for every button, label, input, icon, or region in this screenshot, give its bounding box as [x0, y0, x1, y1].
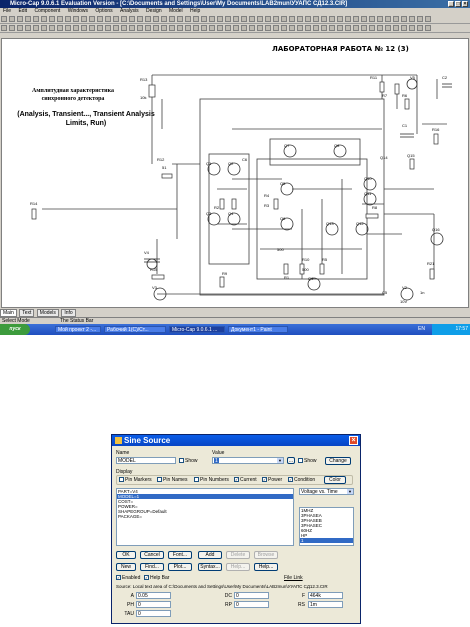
plot-button[interactable]: Plot... [168, 563, 192, 571]
toolbar-tool-icon[interactable] [153, 16, 159, 22]
description-russian [10, 87, 136, 103]
plot-type-combo[interactable]: Voltage vs. Time ▼ [299, 488, 354, 495]
attribute-item[interactable]: PACKAGE= [118, 514, 143, 519]
toolbar-tool-icon[interactable] [241, 25, 247, 31]
component-label: Q16 [432, 227, 440, 232]
toolbar-tool-icon[interactable] [273, 25, 279, 31]
name-show-checkbox[interactable]: Show [179, 458, 198, 464]
component-label: R13 [140, 77, 148, 82]
find-button[interactable]: Find... [140, 563, 164, 571]
component-label: Q15 [407, 153, 415, 158]
toolbar-tool-icon[interactable] [193, 16, 199, 22]
toolbar-tool-icon[interactable] [249, 25, 255, 31]
toolbar-tool-icon[interactable] [73, 16, 79, 22]
toolbar-tool-icon[interactable] [73, 25, 79, 31]
toolbar-tool-icon[interactable] [313, 16, 319, 22]
component-label: Q9 [308, 276, 314, 281]
menu-model[interactable]: Model [169, 8, 183, 14]
source-icon [115, 437, 122, 444]
toolbar-tool-icon[interactable] [97, 16, 103, 22]
model-item[interactable]: 60HZ [301, 528, 313, 533]
param-a-label: A [130, 593, 134, 599]
description-line-4: Limits, Run) [65, 120, 107, 127]
toolbar-tool-icon[interactable] [281, 16, 287, 22]
tab-models[interactable]: Models [37, 309, 59, 317]
toolbar-tool-icon[interactable] [297, 16, 303, 22]
component-label: 10k [140, 95, 147, 100]
toolbar-tool-icon[interactable] [161, 16, 167, 22]
syntax-button[interactable]: Syntax... [198, 563, 222, 571]
enabled-checkbox[interactable]: ✓ Enabled [117, 575, 141, 581]
component-label: Q13 [326, 221, 334, 226]
param-ph-field[interactable]: 0 [136, 601, 171, 608]
component-label: 51 [162, 165, 167, 170]
param-tau-field[interactable]: 0 [136, 610, 171, 617]
toolbar-tool-icon[interactable] [209, 16, 215, 22]
value-show-checkbox[interactable]: Show [298, 458, 317, 464]
menu-windows[interactable]: Windows [67, 8, 89, 14]
value-browse-button[interactable]: ... [288, 458, 294, 464]
new-button[interactable]: New [116, 563, 136, 571]
description-line-3: (Analysis, Transient..., Transient Analysis [17, 111, 155, 118]
toolbar-tool-icon[interactable] [401, 16, 407, 22]
component-label: Q2 [228, 161, 234, 166]
toolbar-tool-icon[interactable] [81, 16, 87, 22]
toolbar-tool-icon[interactable] [65, 25, 71, 31]
menu-analysis[interactable]: Analysis [120, 8, 139, 14]
attribute-item[interactable]: COST= [118, 499, 134, 504]
component-label: 500 [277, 247, 284, 252]
font-button[interactable]: Font... [168, 551, 192, 559]
cancel-button[interactable]: Cancel [140, 551, 164, 559]
toolbar-tool-icon[interactable] [57, 25, 63, 31]
toolbar-tool-icon[interactable] [377, 25, 383, 31]
component-label: Q6 [280, 216, 286, 221]
component-label: R14 [30, 201, 38, 206]
component-label: Q8 [334, 143, 340, 148]
component-label: Q12 [356, 221, 364, 226]
param-a-field[interactable]: 0.05 [136, 592, 171, 599]
menu-bar [0, 8, 470, 15]
toolbar-components [0, 24, 470, 33]
toolbar-tool-icon[interactable] [185, 16, 191, 22]
toolbar-tool-icon[interactable] [353, 25, 359, 31]
toolbar-tool-icon[interactable] [345, 16, 351, 22]
component-label: R3 [264, 203, 270, 208]
toolbar-tool-icon[interactable] [185, 25, 191, 31]
toolbar-tool-icon[interactable] [329, 16, 335, 22]
toolbar-tool-icon[interactable] [369, 16, 375, 22]
component-label: R2 [214, 205, 220, 210]
menu-file[interactable]: File [3, 8, 12, 14]
toolbar-tool-icon[interactable] [49, 25, 55, 31]
help-bar-checkbox[interactable]: ✓ Help Bar [145, 575, 170, 581]
toolbar-tool-icon[interactable] [177, 25, 183, 31]
display-label: Display [116, 469, 133, 475]
toolbar-tool-icon[interactable] [49, 16, 55, 22]
condition-checkbox[interactable]: ✓ Condition [289, 477, 316, 483]
pin-markers-checkbox[interactable]: Pin Markers [119, 477, 152, 483]
model-item[interactable]: 3PHASEB [301, 518, 322, 523]
toolbar-tool-icon[interactable] [289, 25, 295, 31]
component-label: R15 [150, 267, 158, 272]
toolbar-tool-icon[interactable] [385, 16, 391, 22]
toolbar-tool-icon[interactable] [41, 16, 47, 22]
component-label: V5 [410, 75, 415, 80]
toolbar-tool-icon[interactable] [145, 25, 151, 31]
param-rp-field[interactable]: 0 [234, 601, 269, 608]
model-item[interactable]: HP [301, 533, 308, 538]
toolbar-tool-icon[interactable] [217, 25, 223, 31]
toolbar-tool-icon[interactable] [201, 25, 207, 31]
toolbar-tool-icon[interactable] [305, 16, 311, 22]
toolbar-tool-icon[interactable] [417, 25, 423, 31]
toolbar-tool-icon[interactable] [25, 25, 31, 31]
toolbar-tool-icon[interactable] [393, 16, 399, 22]
component-label: V3 [152, 285, 157, 290]
toolbar-tool-icon[interactable] [425, 25, 431, 31]
param-dc-field[interactable]: 0 [234, 592, 269, 599]
tab-main[interactable]: Main [0, 309, 17, 317]
toolbar-tool-icon[interactable] [369, 25, 375, 31]
toolbar-tool-icon[interactable] [321, 25, 327, 31]
attribute-item[interactable]: PART=V4 [118, 489, 138, 494]
toolbar-tool-icon[interactable] [345, 25, 351, 31]
power-checkbox[interactable]: ✓ Power [263, 477, 283, 483]
param-ph-label: PH [127, 602, 134, 608]
toolbar-tool-icon[interactable] [33, 16, 39, 22]
toolbar-tool-icon[interactable] [113, 16, 119, 22]
status-text: The Status Bar [60, 318, 94, 324]
status-mode: Select Mode [2, 318, 30, 324]
component-label: R1 [284, 275, 290, 280]
delete-button[interactable]: Delete [226, 551, 250, 559]
toolbar-tool-icon[interactable] [113, 25, 119, 31]
toolbar-tool-icon[interactable] [385, 25, 391, 31]
component-label: Q7 [284, 143, 290, 148]
component-label: V2 [402, 285, 407, 290]
toolbar-tool-icon[interactable] [121, 16, 127, 22]
taskbar [0, 324, 470, 335]
param-f-field[interactable]: 464k [308, 592, 343, 599]
name-label: Name [116, 450, 130, 456]
component-label: Q10 [364, 176, 372, 181]
toolbar-tool-icon[interactable] [257, 16, 263, 22]
browse-button[interactable]: Browse [254, 551, 278, 559]
component-label: R11 [370, 75, 378, 80]
toolbar-tool-icon[interactable] [297, 25, 303, 31]
toolbar-tool-icon[interactable] [1, 25, 7, 31]
start-button[interactable]: пуск [0, 324, 30, 335]
toolbar-tool-icon[interactable] [169, 25, 175, 31]
name-field[interactable]: MODEL [116, 457, 176, 464]
component-label: R10 [302, 257, 310, 262]
toolbar-tool-icon[interactable] [89, 25, 95, 31]
toolbar-tool-icon[interactable] [217, 16, 223, 22]
attribute-item-selected[interactable]: MODEL=1 [117, 494, 293, 499]
toolbar-tool-icon[interactable] [329, 25, 335, 31]
toolbar-tool-icon[interactable] [121, 25, 127, 31]
dialog-titlebar [112, 435, 360, 446]
dialog-close-button[interactable]: × [349, 436, 358, 445]
component-label: Q3 [206, 211, 212, 216]
chevron-down-icon[interactable]: ▼ [278, 458, 282, 463]
task-item[interactable]: Рабочий 1(С)/Ст... [104, 326, 166, 333]
toolbar-tool-icon[interactable] [17, 16, 23, 22]
toolbar-tool-icon[interactable] [409, 25, 415, 31]
toolbar-tool-icon[interactable] [17, 25, 23, 31]
component-label: R6 [402, 93, 408, 98]
component-label: R5 [322, 257, 328, 262]
value-label: Value [212, 450, 225, 456]
value-combo[interactable]: 1 ▼ [212, 457, 284, 464]
component-label: Q4 [228, 211, 234, 216]
close-button[interactable]: × [463, 1, 467, 7]
toolbar-tool-icon[interactable] [273, 16, 279, 22]
toolbar-tool-icon[interactable] [105, 25, 111, 31]
toolbar-tool-icon[interactable] [105, 16, 111, 22]
language-indicator[interactable]: EN [418, 326, 425, 332]
attribute-item[interactable]: SHAPEGROUP=Default [118, 509, 167, 514]
toolbar-tool-icon[interactable] [401, 25, 407, 31]
toolbar-tool-icon[interactable] [377, 16, 383, 22]
help-button[interactable]: Help... [254, 563, 278, 571]
toolbar-tool-icon[interactable] [337, 16, 343, 22]
schematic-drawing [2, 39, 468, 307]
component-label: R7 [382, 93, 388, 98]
toolbar-tool-icon[interactable] [337, 25, 343, 31]
toolbar-tool-icon[interactable] [65, 16, 71, 22]
toolbar-tool-icon[interactable] [41, 25, 47, 31]
component-label: Q14 [380, 155, 388, 160]
window-title: Micro-Cap 9.0.6.1 Evaluation Version - [C:\Documents and Settings\User\My Documents\LAB2mun\УУАПС СД12.3.CIR] [10, 1, 348, 7]
toolbar-tool-icon[interactable] [161, 25, 167, 31]
model-item[interactable]: 3PHASEA [301, 513, 322, 518]
attribute-list[interactable] [116, 488, 294, 546]
file-link[interactable]: File Link [284, 575, 303, 581]
component-label: R21 [427, 261, 435, 266]
component-label: 500 [302, 267, 309, 272]
toolbar-tool-icon[interactable] [265, 16, 271, 22]
toolbar-tool-icon[interactable] [305, 25, 311, 31]
component-label: C5 [382, 290, 388, 295]
model-item[interactable]: 1MHZ [301, 508, 314, 513]
pin-names-checkbox[interactable]: Pin Names [157, 477, 187, 483]
component-label: R16 [432, 127, 440, 132]
tab-bar [0, 309, 470, 317]
component-label: R9 [222, 271, 228, 276]
maximize-button[interactable]: □ [456, 1, 460, 7]
toolbar-tool-icon[interactable] [233, 25, 239, 31]
toolbar-tool-icon[interactable] [321, 16, 327, 22]
toolbar-tool-icon[interactable] [9, 16, 15, 22]
toolbar-tool-icon[interactable] [225, 25, 231, 31]
task-item[interactable]: Мой проект 2 -... [55, 326, 101, 333]
menu-edit[interactable]: Edit [18, 8, 28, 14]
toolbar-tool-icon[interactable] [353, 16, 359, 22]
menu-options[interactable]: Options [95, 8, 113, 14]
task-item-active[interactable]: Micro-Cap 9.0.6.1 ... [169, 326, 225, 333]
help-disabled-button[interactable]: Help... [226, 563, 250, 571]
toolbar-tool-icon[interactable] [97, 25, 103, 31]
toolbar-tool-icon[interactable] [233, 16, 239, 22]
toolbar-tool-icon[interactable] [193, 25, 199, 31]
description-line-2: синхронного детектора [41, 96, 105, 102]
toolbar-tool-icon[interactable] [249, 16, 255, 22]
toolbar-tool-icon[interactable] [281, 25, 287, 31]
toolbar-tool-icon[interactable] [129, 16, 135, 22]
color-button[interactable]: Color [324, 476, 346, 484]
schematic-canvas[interactable] [1, 38, 469, 308]
toolbar-tool-icon[interactable] [417, 16, 423, 22]
component-label: Q11 [364, 191, 372, 196]
tab-text[interactable]: Text [19, 309, 34, 317]
param-rp-label: RP [225, 602, 232, 608]
component-label: R8 [372, 205, 378, 210]
toolbar-tool-icon[interactable] [153, 25, 159, 31]
toolbar-tool-icon[interactable] [313, 25, 319, 31]
window-titlebar [0, 0, 470, 8]
change-button[interactable]: Change [325, 457, 351, 465]
param-dc-label: DC [224, 593, 232, 599]
menu-help[interactable]: Help [190, 8, 201, 14]
toolbar-tool-icon[interactable] [361, 25, 367, 31]
add-button[interactable]: Add [198, 551, 222, 559]
component-label: R12 [157, 157, 165, 162]
lab-title: ЛАБОРАТОРНАЯ РАБОТА № 12 (3) [272, 45, 409, 53]
toolbar-tool-icon[interactable] [289, 16, 295, 22]
model-item-selected[interactable]: 1 [300, 538, 353, 543]
toolbar-tool-icon[interactable] [409, 16, 415, 22]
toolbar-tool-icon[interactable] [137, 25, 143, 31]
task-item[interactable]: Документ1 - Paint [228, 326, 288, 333]
toolbar-tool-icon[interactable] [393, 25, 399, 31]
toolbar-tool-icon[interactable] [361, 16, 367, 22]
clock: 17:57 [432, 324, 470, 335]
toolbar-tool-icon[interactable] [257, 25, 263, 31]
toolbar-tool-icon[interactable] [265, 25, 271, 31]
component-label: Q5 [280, 181, 286, 186]
toolbar-tool-icon[interactable] [9, 25, 15, 31]
toolbar-tool-icon[interactable] [425, 16, 431, 22]
tab-info[interactable]: Info [61, 309, 75, 317]
toolbar-tool-icon[interactable] [81, 25, 87, 31]
component-label: Q1 [206, 161, 212, 166]
component-label: V4 [144, 250, 149, 255]
toolbar-tool-icon[interactable] [57, 16, 63, 22]
component-label: 1n [420, 290, 425, 295]
param-rs-field[interactable]: 1m [308, 601, 343, 608]
model-item[interactable]: 3PHASEC [301, 523, 323, 528]
description-line-1: Амплитудная характеристика [32, 88, 114, 94]
toolbar-tool-icon[interactable] [201, 16, 207, 22]
toolbar-tool-icon[interactable] [169, 16, 175, 22]
toolbar-tool-icon[interactable] [1, 16, 7, 22]
param-rs-label: RS [298, 602, 305, 608]
param-tau-label: TAU [124, 611, 134, 617]
toolbar-tool-icon[interactable] [209, 25, 215, 31]
minimize-button[interactable]: _ [449, 1, 453, 7]
toolbar-tool-icon[interactable] [241, 16, 247, 22]
toolbar-tool-icon[interactable] [177, 16, 183, 22]
toolbar-tool-icon[interactable] [89, 16, 95, 22]
component-label: C1 [402, 123, 408, 128]
current-checkbox[interactable]: ✓ Current [235, 477, 257, 483]
toolbar-tool-icon[interactable] [33, 25, 39, 31]
source-path-text: Source: Local text area of C:\Documents and Settings\User\My Documents\LAB2mun\УУАПС СД12.3.CIR [116, 584, 328, 589]
toolbar-tool-icon[interactable] [25, 16, 31, 22]
toolbar-main [0, 15, 470, 24]
component-label: R4 [264, 193, 270, 198]
dialog-title: Sine Source [124, 436, 171, 445]
pin-numbers-checkbox[interactable]: Pin Numbers [194, 477, 229, 483]
attribute-item[interactable]: POWER= [118, 504, 138, 509]
component-label: C2 [442, 75, 448, 80]
toolbar-tool-icon[interactable] [225, 16, 231, 22]
component-label: C6 [242, 157, 248, 162]
ok-button[interactable]: OK [116, 551, 136, 559]
sine-source-dialog [111, 434, 361, 624]
menu-design[interactable]: Design [146, 8, 162, 14]
description-english [6, 110, 166, 128]
chevron-down-icon[interactable]: ▼ [348, 489, 352, 494]
toolbar-tool-icon[interactable] [129, 25, 135, 31]
toolbar-tool-icon[interactable] [137, 16, 143, 22]
menu-component[interactable]: Component [34, 8, 61, 14]
toolbar-tool-icon[interactable] [145, 16, 151, 22]
param-f-label: F [301, 593, 305, 599]
component-label: 10V [400, 299, 408, 304]
model-list[interactable] [299, 507, 354, 546]
